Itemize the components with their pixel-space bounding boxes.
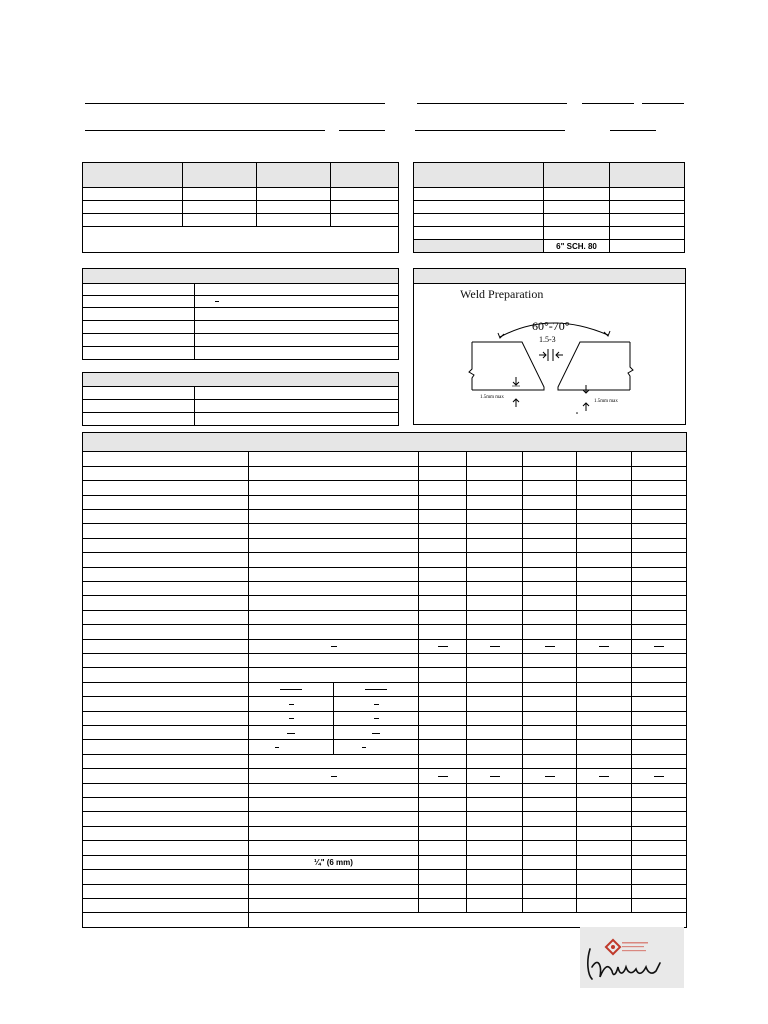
signature-stamp-image bbox=[580, 927, 684, 988]
base-metal-table bbox=[413, 162, 685, 253]
panel-header bbox=[414, 269, 685, 284]
gap-label: 1.5-3 bbox=[539, 335, 556, 344]
header-field-line bbox=[582, 103, 634, 104]
weld-joint-diagram bbox=[460, 305, 640, 420]
joint-design-table bbox=[82, 162, 399, 253]
header-field-line bbox=[415, 130, 565, 131]
header-field-line bbox=[85, 103, 385, 104]
special-value-cell: ¼" (6 mm) bbox=[249, 855, 419, 869]
header-field-line bbox=[610, 130, 656, 131]
position-table bbox=[82, 372, 399, 426]
header-field-line bbox=[642, 103, 684, 104]
header-field-line bbox=[417, 103, 567, 104]
land-right-label: 1.5mm max bbox=[594, 399, 618, 404]
welding-variables-table bbox=[82, 432, 687, 928]
weld-preparation-title: Weld Preparation bbox=[460, 287, 544, 301]
header-field-line bbox=[85, 130, 325, 131]
thickness-cell: 6" SCH. 80 bbox=[544, 240, 610, 253]
filler-metal-table bbox=[82, 268, 399, 360]
signature-icon bbox=[580, 927, 684, 988]
header-field-line bbox=[339, 130, 385, 131]
dash-mark bbox=[215, 301, 219, 302]
land-left-label: 1.5mm max bbox=[480, 395, 504, 400]
angle-label: 60°-70° bbox=[532, 319, 570, 333]
